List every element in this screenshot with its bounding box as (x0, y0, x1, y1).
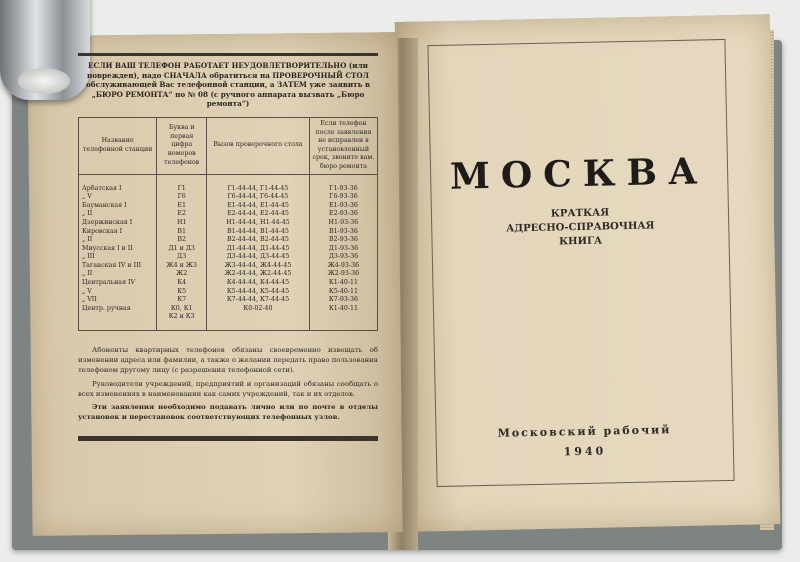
table-row (79, 202, 378, 211)
cell-check: К0-02-40 (207, 305, 310, 314)
cell-letter: Г1 (157, 174, 207, 193)
cell-check: Н1-44-44, Н1-44-45 (207, 219, 310, 228)
cell-letter: Е2 (157, 210, 207, 219)
table-row (79, 219, 378, 228)
cell-letter: К7 (157, 296, 207, 305)
cell-check: К4-44-44, К4-44-45 (207, 279, 310, 288)
cell-letter: К4 (157, 279, 207, 288)
paragraph-address-change: Абоненты квартирных телефонов обязаны своевременно извещать об изменении адреса или фамилии, а также о желании передать право пользования телефоном другому лицу (с разрешения телефонной сети). (78, 346, 378, 375)
table-row (79, 262, 378, 271)
cell-letter: В1 (157, 228, 207, 237)
table-row (79, 245, 378, 254)
header-station: Название телефонной станции (79, 117, 157, 174)
cell-station (79, 313, 157, 330)
table-row (79, 193, 378, 202)
cell-repair: В1-93-36 (309, 228, 377, 237)
cell-check: В1-44-44, В1-44-45 (207, 228, 310, 237)
cell-check: Г1-44-44, Г1-44-45 (207, 174, 310, 193)
cell-repair: Н1-93-36 (309, 219, 377, 228)
cell-repair: Д1-93-36 (309, 245, 377, 254)
cell-repair: К1-40-11 (309, 305, 377, 314)
cell-station: Кировская I (79, 228, 157, 237)
cell-repair: Ж4-93-36 (309, 262, 377, 271)
cell-letter: Г6 (157, 193, 207, 202)
header-letter: Буква и первая цифра номеров телефонов (157, 117, 207, 174)
cell-repair: Д3-93-36 (309, 253, 377, 262)
cell-station: Таганская IV и III (79, 262, 157, 271)
subtitle-line: АДРЕСНО-СПРАВОЧНАЯ (506, 220, 655, 235)
table-row (79, 279, 378, 288)
cell-repair: Г6-93-36 (309, 193, 377, 202)
publisher: Московский рабочий (497, 423, 672, 440)
cell-station: „ II (79, 210, 157, 219)
top-rule (78, 53, 378, 56)
cell-repair (309, 313, 377, 330)
cell-check (207, 313, 310, 330)
cell-repair: В2-93-36 (309, 236, 377, 245)
cell-repair: Е1-93-36 (309, 202, 377, 211)
cell-station: „ II (79, 270, 157, 279)
table-row (79, 228, 378, 237)
header-check: Вызов проверочного стола (207, 117, 310, 174)
table-row (79, 174, 378, 193)
table-body (79, 174, 378, 331)
cell-repair: К5-40-11 (309, 288, 377, 297)
cell-station: „ III (79, 253, 157, 262)
title-page-frame (427, 39, 734, 487)
cell-station: Дзержинская I (79, 219, 157, 228)
cell-station: Арбатская I (79, 174, 157, 193)
cell-repair: Ж2-93-36 (309, 270, 377, 279)
table-row (79, 253, 378, 262)
cell-check: В2-44-44, В2-44-45 (207, 236, 310, 245)
left-page-content (78, 53, 378, 441)
cell-check: Д1-44-44, Д1-44-45 (207, 245, 310, 254)
cell-letter: Е1 (157, 202, 207, 211)
table-row (79, 236, 378, 245)
bottom-rule (78, 436, 378, 441)
metal-can-object (0, 0, 90, 100)
publication-year: 1940 (563, 444, 607, 459)
cell-check: Ж3-44-44, Ж4-44-45 (207, 262, 310, 271)
cell-station: „ II (79, 236, 157, 245)
cell-station: „ V (79, 288, 157, 297)
repair-notice: ЕСЛИ ВАШ ТЕЛЕФОН РАБОТАЕТ НЕУДОВЛЕТВОРИТЕЛЬНО (или поврежден), надо СНАЧАЛА обратиться на ПРОВЕРОЧНЫЙ СТОЛ обслуживающей Вас телефонной станции, а ЗАТЕМ уже заявить в „БЮРО РЕМОНТА“ по № 08 (с ручного аппарата вызвать „Бюро ремонта“) (86, 61, 370, 109)
cell-letter: Д3 (157, 253, 207, 262)
table-row (79, 305, 378, 314)
cell-letter: К5 (157, 288, 207, 297)
header-repair: Если телефон после заявления не исправлен в установленный срок, звоните вам. бюро ремонта (309, 117, 377, 174)
cell-station: Центр. ручная (79, 305, 157, 314)
cell-station: Миусская I и II (79, 245, 157, 254)
cell-check: Д3-44-44, Д3-44-45 (207, 253, 310, 262)
cell-letter: К0, К1 (157, 305, 207, 314)
cell-station: Бауманская I (79, 202, 157, 211)
table-row (79, 296, 378, 305)
table-row (79, 270, 378, 279)
cell-letter: Ж4 и Ж3 (157, 262, 207, 271)
cell-check: К7-44-44, К7-44-45 (207, 296, 310, 305)
table-row (79, 210, 378, 219)
cell-repair: Е2-93-36 (309, 210, 377, 219)
cell-station: „ V (79, 193, 157, 202)
paragraph-applications: Эти заявления необходимо подавать лично или по почте в отделы установок и перестановок соответствующих телефонных узлов. (78, 403, 378, 422)
cell-letter: В2 (157, 236, 207, 245)
cell-repair: К1-40-11 (309, 279, 377, 288)
telephone-station-table (78, 117, 378, 331)
cell-check: Г6-44-44, Г6-44-45 (207, 193, 310, 202)
cell-repair: Г1-93-36 (309, 174, 377, 193)
cell-letter: К2 и К3 (157, 313, 207, 330)
paragraph-organizations: Руководители учреждений, предприятий и организаций обязаны сообщать о всех изменениях в наименовании как самих учреждений, так и их отделов. (78, 379, 378, 398)
cell-check: Е2-44-44, Е2-44-45 (207, 210, 310, 219)
cell-letter: Н1 (157, 219, 207, 228)
cell-repair: К7-93-36 (309, 296, 377, 305)
subtitle-line: КРАТКАЯ (550, 207, 610, 220)
cell-check: Ж2-44-44, Ж2-44-45 (207, 270, 310, 279)
table-row (79, 313, 378, 330)
cell-station: Центральная IV (79, 279, 157, 288)
cell-check: Е1-44-44, Е1-44-45 (207, 202, 310, 211)
table-header-row (79, 117, 378, 174)
book-subtitle (432, 204, 729, 252)
cell-check: К5-44-44, К5-44-45 (207, 288, 310, 297)
cell-letter: Д1 и Д3 (157, 245, 207, 254)
cell-letter: Ж2 (157, 270, 207, 279)
book-title: МОСКВА (449, 150, 709, 198)
subtitle-line: КНИГА (558, 235, 603, 248)
table-row (79, 288, 378, 297)
cell-station: „ VII (79, 296, 157, 305)
